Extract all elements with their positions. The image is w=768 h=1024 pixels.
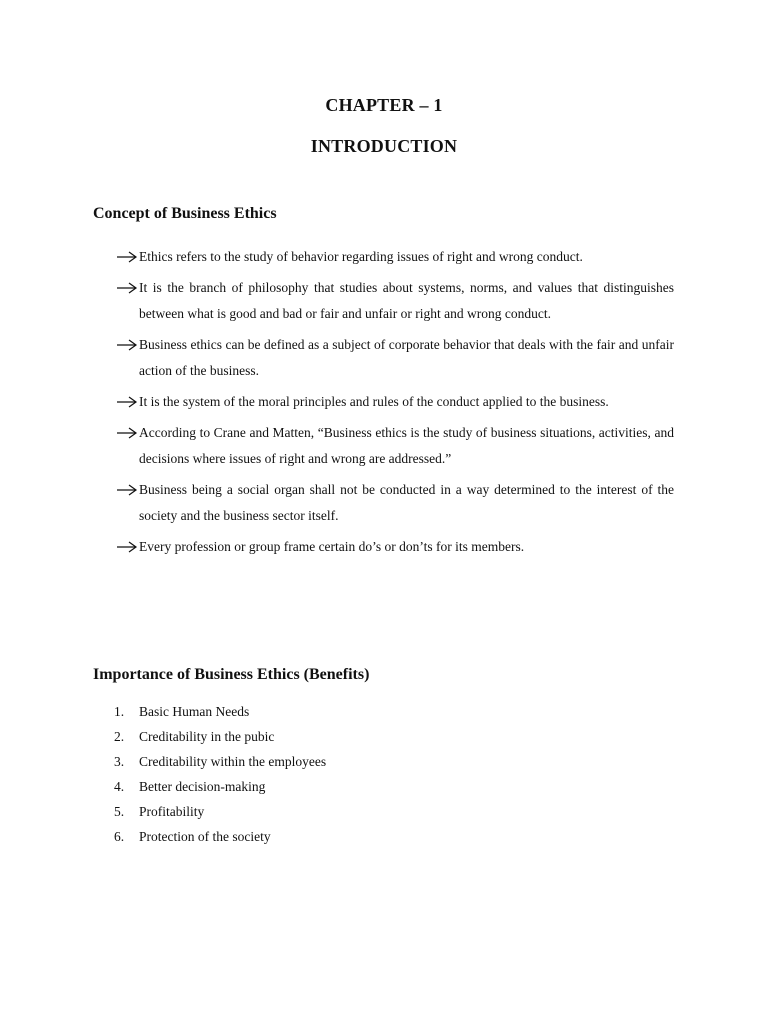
list-item-number: 1. [114, 704, 125, 719]
list-item [114, 774, 326, 799]
concept-bullet [116, 534, 674, 560]
list-item-number: 2. [114, 729, 125, 744]
concept-bullet-text: It is the branch of philosophy that studies about systems, norms, and values that distinguishes between what is good and bad or fair and unfair or right and wrong conduct. [139, 280, 674, 321]
importance-numbered-list [114, 699, 326, 849]
concept-bullet [116, 244, 674, 270]
list-item-text: Creditability in the pubic [139, 729, 275, 744]
list-item-text: Protection of the society [139, 829, 271, 844]
list-item-number: 5. [114, 804, 125, 819]
concept-bullet-text: According to Crane and Matten, “Business ethics is the study of business situations, activities, and decisions where issues of right and wrong are addressed.” [139, 425, 674, 466]
concept-bullet-text: Business being a social organ shall not be conducted in a way determined to the interest of the society and the business sector itself. [139, 482, 674, 523]
concept-bullet [116, 389, 674, 415]
concept-bullet [116, 420, 674, 472]
right-arrow-icon [116, 389, 139, 415]
chapter-title: CHAPTER – 1 [325, 95, 443, 115]
right-arrow-icon [116, 534, 139, 560]
list-item-number: 4. [114, 779, 125, 794]
concept-bullet-list [116, 244, 674, 565]
concept-bullet [116, 477, 674, 529]
list-item [114, 749, 326, 774]
right-arrow-icon [116, 244, 139, 270]
concept-bullet-text: Business ethics can be defined as a subject of corporate behavior that deals with the fair and unfair action of the business. [139, 337, 674, 378]
importance-heading: Importance of Business Ethics (Benefits) [93, 666, 370, 683]
list-item-text: Better decision-making [139, 779, 266, 794]
right-arrow-icon [116, 420, 139, 446]
right-arrow-icon [116, 332, 139, 358]
list-item-text: Creditability within the employees [139, 754, 327, 769]
right-arrow-icon [116, 275, 139, 301]
concept-heading: Concept of Business Ethics [93, 205, 277, 222]
list-item-text: Profitability [139, 804, 205, 819]
list-item [114, 699, 326, 724]
list-item-number: 6. [114, 829, 125, 844]
chapter-subtitle: INTRODUCTION [310, 136, 458, 156]
concept-bullet-text: It is the system of the moral principles and rules of the conduct applied to the business. [139, 394, 609, 409]
list-item-text: Basic Human Needs [139, 704, 250, 719]
concept-bullet [116, 332, 674, 384]
concept-bullet [116, 275, 674, 327]
list-item [114, 824, 326, 849]
list-item-number: 3. [114, 754, 125, 769]
concept-bullet-text: Every profession or group frame certain do’s or don’ts for its members. [139, 539, 525, 554]
concept-bullet-text: Ethics refers to the study of behavior regarding issues of right and wrong conduct. [139, 249, 583, 264]
right-arrow-icon [116, 477, 139, 503]
list-item [114, 799, 326, 824]
list-item [114, 724, 326, 749]
